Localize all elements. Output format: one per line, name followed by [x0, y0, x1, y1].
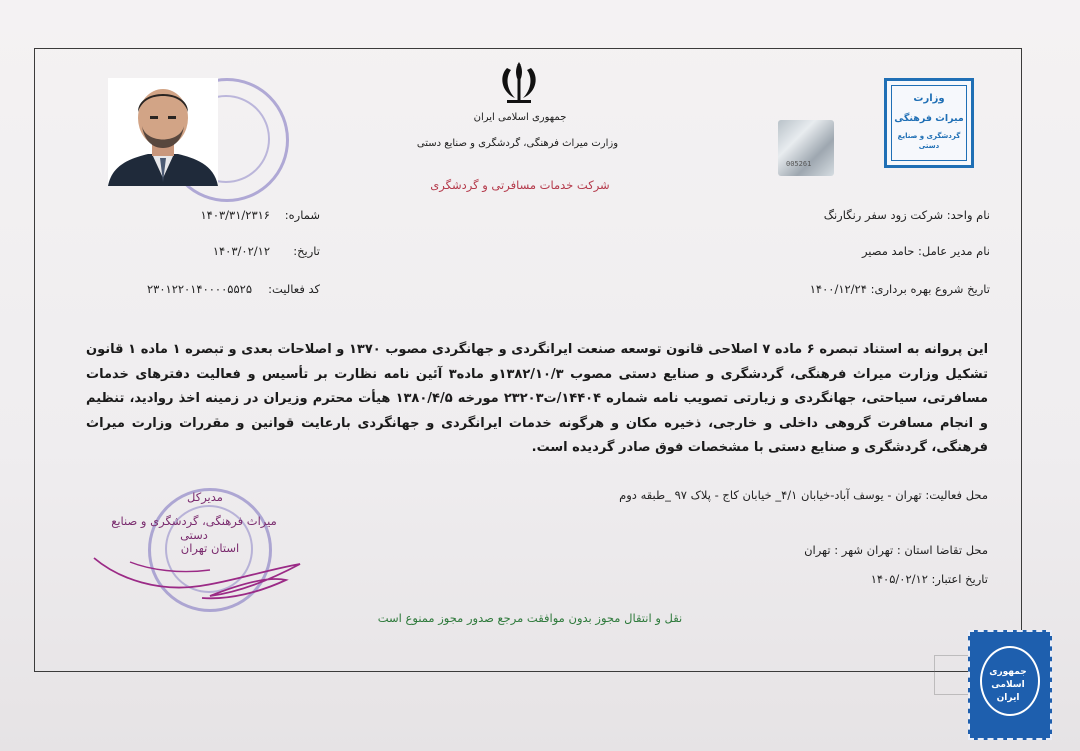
person-photo-icon [108, 78, 218, 186]
transfer-prohibited-note: نقل و انتقال مجوز بدون موافقت مرجع صدور مجوز ممنوع است [377, 611, 683, 625]
iran-emblem-icon [493, 58, 545, 106]
manager-photo [108, 78, 218, 186]
logo-text-line3: گردشگری و صنایع دستی [897, 132, 961, 150]
hologram-serial: 005261 [786, 160, 812, 168]
header-office: شرکت خدمات مسافرتی و گردشگری [430, 178, 610, 192]
unit-name: نام واحد: شرکت زود سفر رنگارنگ [823, 208, 990, 222]
activity-code-label: کد فعالیت: [268, 282, 320, 296]
validity-date: تاریخ اعتبار: ۱۴۰۵/۰۲/۱۲ [870, 572, 988, 586]
signature-title: مدیرکل [187, 490, 223, 504]
header-ministry: وزارت میراث فرهنگی، گردشگری و صنایع دستی [416, 138, 619, 149]
date-value: ۱۴۰۳/۰۲/۱۲ [212, 244, 270, 258]
logo-text-line2: میراث فرهنگی [894, 113, 964, 124]
number-label: شماره: [284, 208, 320, 222]
number-value: ۱۴۰۳/۳۱/۲۳۱۶ [200, 208, 270, 222]
header-republic: جمهوری اسلامی ایران [473, 112, 567, 123]
signature-scribble-icon [90, 540, 310, 604]
date-label: تاریخ: [293, 244, 320, 258]
signature-department: میراث فرهنگی، گردشگری و صنایع دستی [111, 514, 277, 542]
start-date: تاریخ شروع بهره برداری: ۱۴۰۰/۱۲/۲۴ [809, 282, 990, 296]
hologram-sticker [778, 120, 834, 176]
signature-province: استان تهران [180, 541, 240, 555]
ministry-logo [884, 78, 974, 168]
license-body-text: این پروانه به استناد تبصره ۶ ماده ۷ اصلاحی قانون توسعه صنعت ایرانگردی و جهانگردی مصوب ۱۳۷۰ و اصلاحات بعدی و تبصره ۱ ماده ۱ قانون تشکیل وزارت میراث فرهنگی، گردشگری و صنایع دستی مصوب ۱۳۸۲/۱۰/۳و ماده۳ آئین نامه نظارت بر تأسیس و فعالیت دفترهای خدمات مسافرتی، سیاحتی، جهانگردی و زیارتی تصویب نامه شماره ۱۴۴۰۴/ت۲۳۲۰۳ مورخه ۱۳۸۰/۴/۵ هیأت محترم وزیران در زمینه اخذ روادید، تنظیم و انجام مسافرت گروهی داخلی و خارجی، ذخیره مکان و هرگونه خدمات ایرانگردی و جهانگردی بارعایت قوانین و مقررات وزارت میراث فرهنگی، گردشگری و صنایع دستی با مشخصات فوق صادر گردیده است. [86, 342, 989, 455]
revenue-stamp [968, 630, 1052, 740]
activity-place: محل فعالیت: تهران - یوسف آباد-خیابان ۴/۱_ خیابان کاج - پلاک ۹۷ _طبقه دوم [619, 488, 988, 502]
logo-text-line1: وزارت [913, 93, 945, 104]
activity-code-value: ۲۳۰۱۲۲۰۱۴۰۰۰۰۵۵۲۵ [146, 282, 252, 296]
request-place: محل تقاضا استان : تهران شهر : تهران [804, 543, 988, 557]
revenue-stamp-text: جمهوری اسلامی ایران [989, 667, 1027, 703]
manager-name: نام مدیر عامل: حامد مصیر [861, 244, 990, 258]
